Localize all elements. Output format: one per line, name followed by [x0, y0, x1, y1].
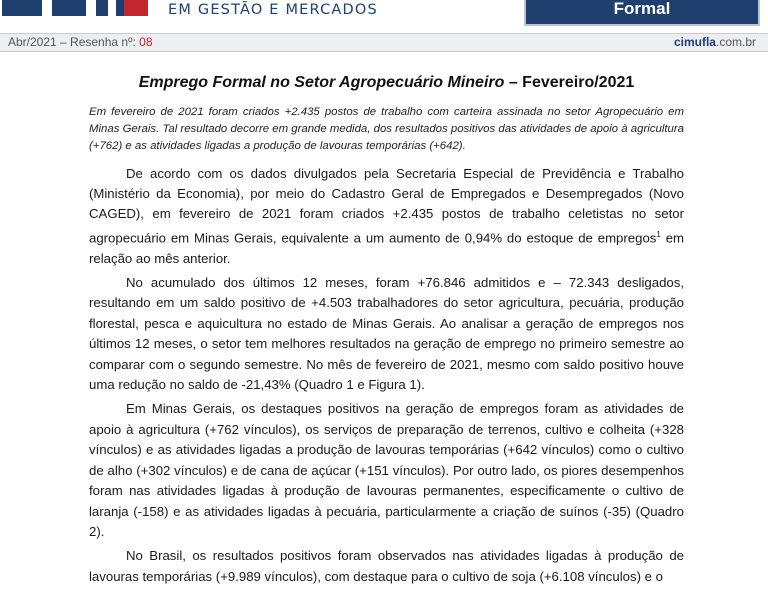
site-rest: .com.br	[715, 35, 756, 49]
title-italic: Emprego Formal no Setor Agropecuário Mineiro	[138, 74, 505, 91]
issue-bar	[0, 33, 768, 52]
footnote-ref[interactable]: 1	[656, 229, 661, 239]
header-subtitle: EM GESTÃO E MERCADOS	[168, 2, 378, 18]
paragraph-1-text: De acordo com os dados divulgados pela Secretaria Especial de Previdência e Trabalho (Ministério da Economia), por meio do Cadastro Geral de Empregados e Desempregados (Novo CAGED), em fevereiro de 2021 foram criados +2.435 postos de trabalho celetistas no setor agropecuário em Minas Gerais, equivalente a um aumento de 0,94% do estoque de empregos	[89, 165, 684, 246]
paragraph-4: No Brasil, os resultados positivos foram observados nas atividades ligadas à produção de lavouras temporárias (+9.989 vínculos), com destaque para o cultivo de soja (+6.108 vínculos) e o	[89, 548, 684, 584]
logo	[0, 0, 150, 18]
paragraph-1	[89, 164, 684, 269]
paragraph-2: No acumulado dos últimos 12 meses, foram +76.846 admitidos e – 72.343 desligados, resultando em um saldo positivo de +4.503 trabalhadores do setor agricultura, pecuária, produção florestal, pesca e aquicultura no estado de Minas Gerais. Ao analisar a geração de empregos nos últimos 12 meses, o setor tem melhores resultados na geração de emprego no primeiro semestre ao comparar com o segundo semestre. No mês de fevereiro de 2021, mesmo com saldo positivo houve uma redução no saldo de -21,43% (Quadro 1 e Figura 1).	[89, 275, 684, 393]
site-bold: cimufla	[673, 35, 716, 49]
issue-info	[8, 35, 153, 49]
article-title	[89, 74, 684, 92]
paragraph-3: Em Minas Gerais, os destaques positivos na geração de empregos foram as atividades de apoio à agricultura (+762 vínculos), os serviços de preparação de terrenos, cultivo e colheita (+328 vínculos) e as atividades ligadas a produção de lavouras temporárias (+642 vínculos) como o cultivo de alho (+302 vínculos) e de cana de açúcar (+151 vínculos). Por outro lado, os piores desempenhos foram nas atividades ligadas à produção de lavouras permanentes, especificamente o cultivo de laranja (-158) e as atividades ligadas à pecuária, particularmente a criação de suínos (-35) (Quadro 2).	[89, 401, 684, 539]
paragraph-1-end: em relação ao mês anterior.	[89, 230, 685, 266]
issue-number: 08	[139, 35, 153, 49]
issue-prefix: Abr/2021 – Resenha nº:	[8, 35, 136, 49]
article	[89, 74, 684, 591]
article-lead: Em fevereiro de 2021 foram criados +2.435 postos de trabalho com carteira assinada no setor Agropecuário em Minas Gerais. Tal resultado decorre em grande medida, dos resultados positivos das atividades de apoio à agricultura (+762) e as atividades ligadas a produção de lavouras temporárias (+642).	[89, 106, 684, 153]
page-header	[0, 0, 768, 34]
title-rest: – Fevereiro/2021	[504, 74, 635, 91]
site-link[interactable]	[674, 35, 756, 49]
header-tag-box	[524, 0, 760, 26]
header-tag: Formal	[613, 0, 671, 18]
